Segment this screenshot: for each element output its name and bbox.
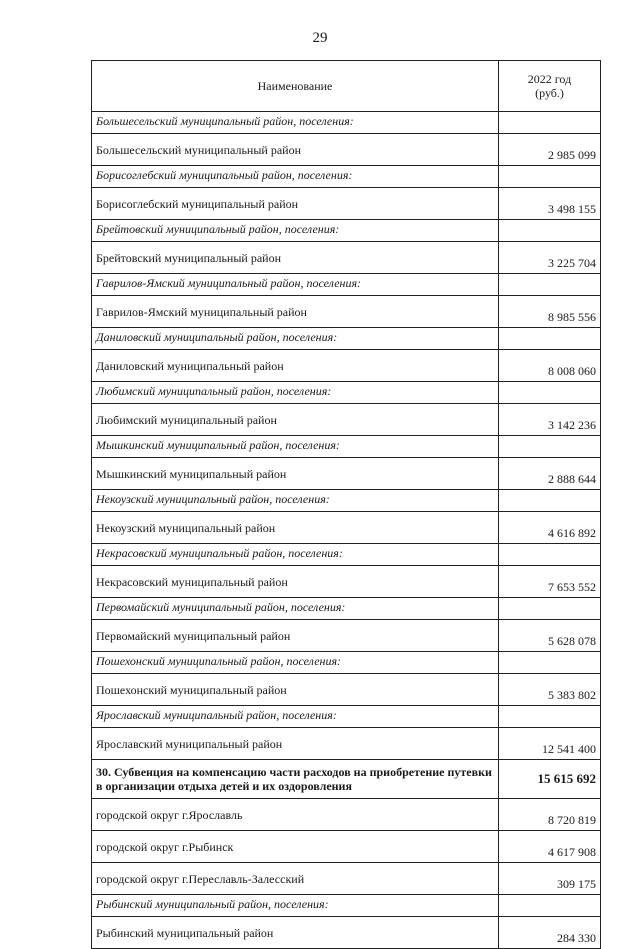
row-name: Большесельский муниципальный район xyxy=(92,134,499,166)
row-value: 3 498 155 xyxy=(499,188,601,220)
row-value xyxy=(499,274,601,296)
row-name: Рыбинский муниципальный район, поселения: xyxy=(92,895,499,917)
row-name: Мышкинский муниципальный район xyxy=(92,458,499,490)
row-value: 5 628 078 xyxy=(499,620,601,652)
table-row xyxy=(92,799,601,831)
row-name: Мышкинский муниципальный район, поселения: xyxy=(92,436,499,458)
table-row xyxy=(92,242,601,274)
row-value: 4 617 908 xyxy=(499,831,601,863)
row-value: 8 720 819 xyxy=(499,799,601,831)
row-value xyxy=(499,166,601,188)
section-row xyxy=(92,760,601,799)
row-name: Некоузский муниципальный район, поселения: xyxy=(92,490,499,512)
group-header-row xyxy=(92,895,601,917)
row-name: Пошехонский муниципальный район, поселения: xyxy=(92,652,499,674)
row-value: 3 225 704 xyxy=(499,242,601,274)
row-value xyxy=(499,328,601,350)
group-header-row xyxy=(92,706,601,728)
row-name: 30. Субвенция на компенсацию части расходов на приобретение путевки в организации отдыха детей и их оздоровления xyxy=(92,760,499,799)
row-name: Борисоглебский муниципальный район, поселения: xyxy=(92,166,499,188)
row-name: Первомайский муниципальный район, поселения: xyxy=(92,598,499,620)
row-value xyxy=(499,598,601,620)
year-label: 2022 год xyxy=(527,72,572,86)
row-value: 2 985 099 xyxy=(499,134,601,166)
row-name: Некрасовский муниципальный район xyxy=(92,566,499,598)
row-value xyxy=(499,220,601,242)
row-name: Любимский муниципальный район xyxy=(92,404,499,436)
table-row xyxy=(92,674,601,706)
row-value xyxy=(499,652,601,674)
row-name: городской округ г.Ярославль xyxy=(92,799,499,831)
column-header-name: Наименование xyxy=(92,61,499,112)
group-header-row xyxy=(92,274,601,296)
row-name: Даниловский муниципальный район, поселения: xyxy=(92,328,499,350)
group-header-row xyxy=(92,328,601,350)
row-name: Брейтовский муниципальный район, поселения: xyxy=(92,220,499,242)
row-name: Ярославский муниципальный район, поселения: xyxy=(92,706,499,728)
row-name: Большесельский муниципальный район, поселения: xyxy=(92,112,499,134)
table-row xyxy=(92,728,601,760)
row-value: 5 383 802 xyxy=(499,674,601,706)
row-name: Ярославский муниципальный район xyxy=(92,728,499,760)
row-value: 8 008 060 xyxy=(499,350,601,382)
row-value xyxy=(499,895,601,917)
row-name: Любимский муниципальный район, поселения: xyxy=(92,382,499,404)
row-name: городской округ г.Переславль-Залесский xyxy=(92,863,499,895)
table-row xyxy=(92,831,601,863)
row-value: 284 330 xyxy=(499,917,601,949)
row-name: Даниловский муниципальный район xyxy=(92,350,499,382)
column-header-year xyxy=(499,61,601,112)
table-row xyxy=(92,188,601,220)
row-value: 4 616 892 xyxy=(499,512,601,544)
row-name: Гаврилов-Ямский муниципальный район xyxy=(92,296,499,328)
table-row xyxy=(92,134,601,166)
group-header-row xyxy=(92,436,601,458)
group-header-row xyxy=(92,166,601,188)
group-header-row xyxy=(92,490,601,512)
table-row xyxy=(92,917,601,949)
group-header-row xyxy=(92,544,601,566)
table-row xyxy=(92,620,601,652)
row-name: городской округ г.Рыбинск xyxy=(92,831,499,863)
row-value: 309 175 xyxy=(499,863,601,895)
table-row xyxy=(92,458,601,490)
row-name: Некрасовский муниципальный район, поселения: xyxy=(92,544,499,566)
group-header-row xyxy=(92,652,601,674)
table-row xyxy=(92,863,601,895)
group-header-row xyxy=(92,382,601,404)
table-row xyxy=(92,512,601,544)
page-number: 29 xyxy=(312,30,328,46)
row-name: Борисоглебский муниципальный район xyxy=(92,188,499,220)
row-value: 12 541 400 xyxy=(499,728,601,760)
row-value xyxy=(499,544,601,566)
row-value: 8 985 556 xyxy=(499,296,601,328)
group-header-row xyxy=(92,598,601,620)
row-value xyxy=(499,706,601,728)
table-body xyxy=(92,112,601,949)
budget-table xyxy=(91,60,601,949)
row-name: Первомайский муниципальный район xyxy=(92,620,499,652)
row-value xyxy=(499,112,601,134)
row-name: Гаврилов-Ямский муниципальный район, поселения: xyxy=(92,274,499,296)
row-value xyxy=(499,490,601,512)
group-header-row xyxy=(92,112,601,134)
table-row xyxy=(92,404,601,436)
table-row xyxy=(92,350,601,382)
table-header-row xyxy=(92,61,601,112)
table-row xyxy=(92,566,601,598)
row-value: 3 142 236 xyxy=(499,404,601,436)
table-row xyxy=(92,296,601,328)
row-value xyxy=(499,382,601,404)
group-header-row xyxy=(92,220,601,242)
row-value: 7 653 552 xyxy=(499,566,601,598)
row-name: Пошехонский муниципальный район xyxy=(92,674,499,706)
unit-label: (руб.) xyxy=(535,86,564,100)
row-name: Брейтовский муниципальный район xyxy=(92,242,499,274)
row-value: 15 615 692 xyxy=(499,760,601,799)
row-value xyxy=(499,436,601,458)
row-name: Рыбинский муниципальный район xyxy=(92,917,499,949)
row-name: Некоузский муниципальный район xyxy=(92,512,499,544)
row-value: 2 888 644 xyxy=(499,458,601,490)
